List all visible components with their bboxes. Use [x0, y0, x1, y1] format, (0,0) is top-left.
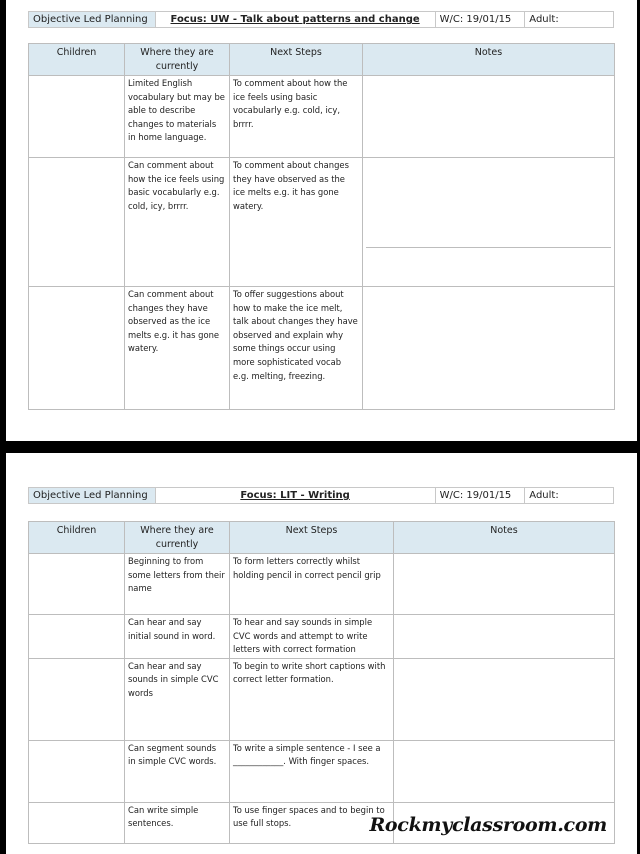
- children-cell[interactable]: [29, 76, 125, 158]
- table-row: [29, 287, 615, 410]
- notes-cell[interactable]: [394, 658, 615, 740]
- planning-table: [28, 521, 615, 844]
- focus-label: [156, 12, 436, 27]
- planning-table: [28, 43, 615, 410]
- sheet-header: [28, 11, 614, 28]
- table-row: [29, 658, 615, 740]
- sheet-title: Objective Led Planning: [29, 488, 156, 503]
- notes-subcell-bottom[interactable]: [366, 248, 611, 285]
- column-header-children: Children: [29, 522, 125, 554]
- column-header-next-steps: Next Steps: [230, 44, 363, 76]
- notes-subcell-top[interactable]: [366, 159, 611, 248]
- notes-cell[interactable]: [394, 740, 615, 802]
- column-header-notes: Notes: [363, 44, 615, 76]
- next-steps-cell: To write a simple sentence - I see a ____________. With finger spaces.: [230, 740, 394, 802]
- where-cell: Can comment about changes they have observed as the ice melts e.g. it has gone watery.: [125, 287, 230, 410]
- notes-cell[interactable]: [394, 554, 615, 615]
- children-cell[interactable]: [29, 802, 125, 843]
- sheet-title: Objective Led Planning: [29, 12, 156, 27]
- notes-cell[interactable]: [363, 287, 615, 410]
- next-steps-cell: To use finger spaces and to begin to use full stops.: [230, 802, 394, 843]
- next-steps-cell: To comment about how the ice feels using basic vocabularly e.g. cold, icy, brrrr.: [230, 76, 363, 158]
- week-commencing: W/C: 19/01/15: [436, 488, 526, 503]
- focus-text: Focus: UW - Talk about patterns and change: [170, 14, 420, 25]
- table-row: [29, 158, 615, 287]
- where-cell: Beginning to from some letters from their name: [125, 554, 230, 615]
- where-cell: Can write simple sentences.: [125, 802, 230, 843]
- focus-text: Focus: LIT - Writing: [240, 490, 350, 501]
- week-commencing: W/C: 19/01/15: [436, 12, 526, 27]
- column-header-next-steps: Next Steps: [230, 522, 394, 554]
- where-cell: Can segment sounds in simple CVC words.: [125, 740, 230, 802]
- where-cell: Limited English vocabulary but may be able to describe changes to materials in home language.: [125, 76, 230, 158]
- next-steps-cell: To begin to write short captions with correct letter formation.: [230, 658, 394, 740]
- children-cell[interactable]: [29, 158, 125, 287]
- table-row: [29, 554, 615, 615]
- sheet-header: [28, 487, 614, 504]
- planning-sheet-uw: [6, 0, 637, 441]
- column-header-children: Children: [29, 44, 125, 76]
- children-cell[interactable]: [29, 287, 125, 410]
- children-cell[interactable]: [29, 554, 125, 615]
- next-steps-cell: To hear and say sounds in simple CVC words and attempt to write letters with correct formation: [230, 615, 394, 659]
- where-cell: Can hear and say sounds in simple CVC words: [125, 658, 230, 740]
- notes-cell[interactable]: [394, 615, 615, 659]
- column-header-where: Where they are currently: [125, 522, 230, 554]
- where-cell: Can hear and say initial sound in word.: [125, 615, 230, 659]
- table-row: [29, 740, 615, 802]
- children-cell[interactable]: [29, 740, 125, 802]
- notes-cell[interactable]: [363, 158, 615, 287]
- table-row: [29, 615, 615, 659]
- column-header-where: Where they are currently: [125, 44, 230, 76]
- next-steps-cell: To offer suggestions about how to make the ice melt, talk about changes they have observed and explain why some things occur using more sophisticated vocab e.g. melting, freezing.: [230, 287, 363, 410]
- next-steps-cell: To comment about changes they have observed as the ice melts e.g. it has gone watery.: [230, 158, 363, 287]
- adult-field: Adult:: [529, 490, 559, 501]
- column-header-notes: Notes: [394, 522, 615, 554]
- notes-cell[interactable]: [363, 76, 615, 158]
- watermark: Rockmyclassroom.com: [369, 814, 607, 836]
- planning-sheet-lit: [6, 453, 637, 854]
- next-steps-cell: To form letters correctly whilst holding pencil in correct pencil grip: [230, 554, 394, 615]
- adult-field: Adult:: [529, 14, 559, 25]
- where-cell: Can comment about how the ice feels using basic vocabularly e.g. cold, icy, brrrr.: [125, 158, 230, 287]
- children-cell[interactable]: [29, 615, 125, 659]
- focus-label: [156, 488, 436, 503]
- children-cell[interactable]: [29, 658, 125, 740]
- table-row: [29, 76, 615, 158]
